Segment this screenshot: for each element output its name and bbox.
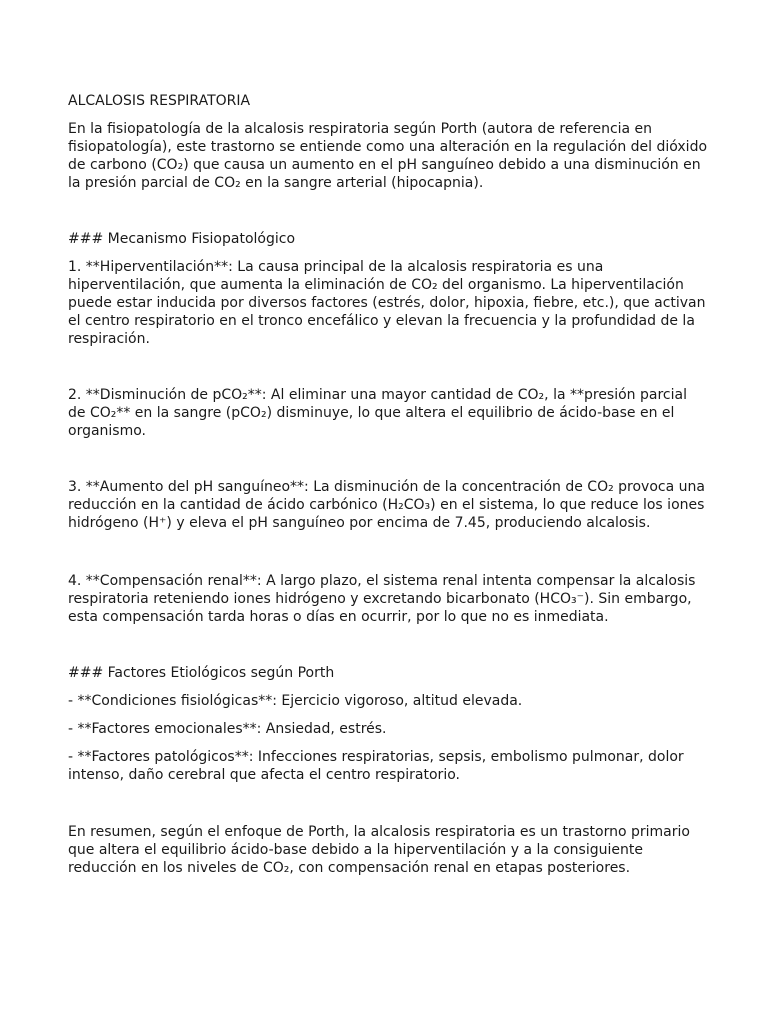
factor-item-patologicos: - **Factores patológicos**: Infecciones respiratorias, sepsis, embolismo pulmonar, dolor intenso, daño cerebral que afecta el centro respiratorio. <box>68 749 684 783</box>
section-heading-mecanismo: ### Mecanismo Fisiopatológico <box>68 231 296 247</box>
factor-item-emocionales: - **Factores emocionales**: Ansiedad, estrés. <box>68 721 387 737</box>
factor-item-fisiologicas: - **Condiciones fisiológicas**: Ejercicio vigoroso, altitud elevada. <box>68 693 523 709</box>
conclusion-paragraph: En resumen, según el enfoque de Porth, la alcalosis respiratoria es un trastorno primario que altera el equilibrio ácido-base debido a la hiperventilación y a la consiguiente reducción en los niveles de CO₂, con compensación renal en etapas posteriores. <box>68 824 690 876</box>
list-item-aumento-ph: 3. **Aumento del pH sanguíneo**: La disminución de la concentración de CO₂ provoca una reducción en la cantidad de ácido carbónico (H₂CO₃) en el sistema, lo que reduce los iones hidrógeno (H⁺) y eleva el pH sanguíneo por encima de 7.45, produciendo alcalosis. <box>68 479 705 531</box>
list-item-disminucion-pco2: 2. **Disminución de pCO₂**: Al eliminar una mayor cantidad de CO₂, la **presión parcial de CO₂** en la sangre (pCO₂) disminuye, lo que altera el equilibrio de ácido-base en el organismo. <box>68 387 687 439</box>
list-item-compensacion-renal: 4. **Compensación renal**: A largo plazo, el sistema renal intenta compensar la alcalosis respiratoria reteniendo iones hidrógeno y excretando bicarbonato (HCO₃⁻). Sin embargo, esta compensación tarda horas o días en ocurrir, por lo que no es inmediata. <box>68 573 696 625</box>
intro-paragraph: En la fisiopatología de la alcalosis respiratoria según Porth (autora de referencia en fisiopatología), este trastorno se entiende como una alteración en la regulación del dióxido de carbono (CO₂) que causa un aumento en el pH sanguíneo debido a una disminución en la presión parcial de CO₂ en la sangre arterial (hipocapnia). <box>68 121 708 191</box>
section-heading-factores: ### Factores Etiológicos según Porth <box>68 665 335 681</box>
list-item-hiperventilacion: 1. **Hiperventilación**: La causa principal de la alcalosis respiratoria es una hiperventilación, que aumenta la eliminación de CO₂ del organismo. La hiperventilación puede estar inducida por diversos factores (estrés, dolor, hipoxia, fiebre, etc.), que activan el centro respiratorio en el tronco encefálico y elevan la frecuencia y la profundidad de la respiración. <box>68 259 706 347</box>
document-title: ALCALOSIS RESPIRATORIA <box>68 93 251 109</box>
